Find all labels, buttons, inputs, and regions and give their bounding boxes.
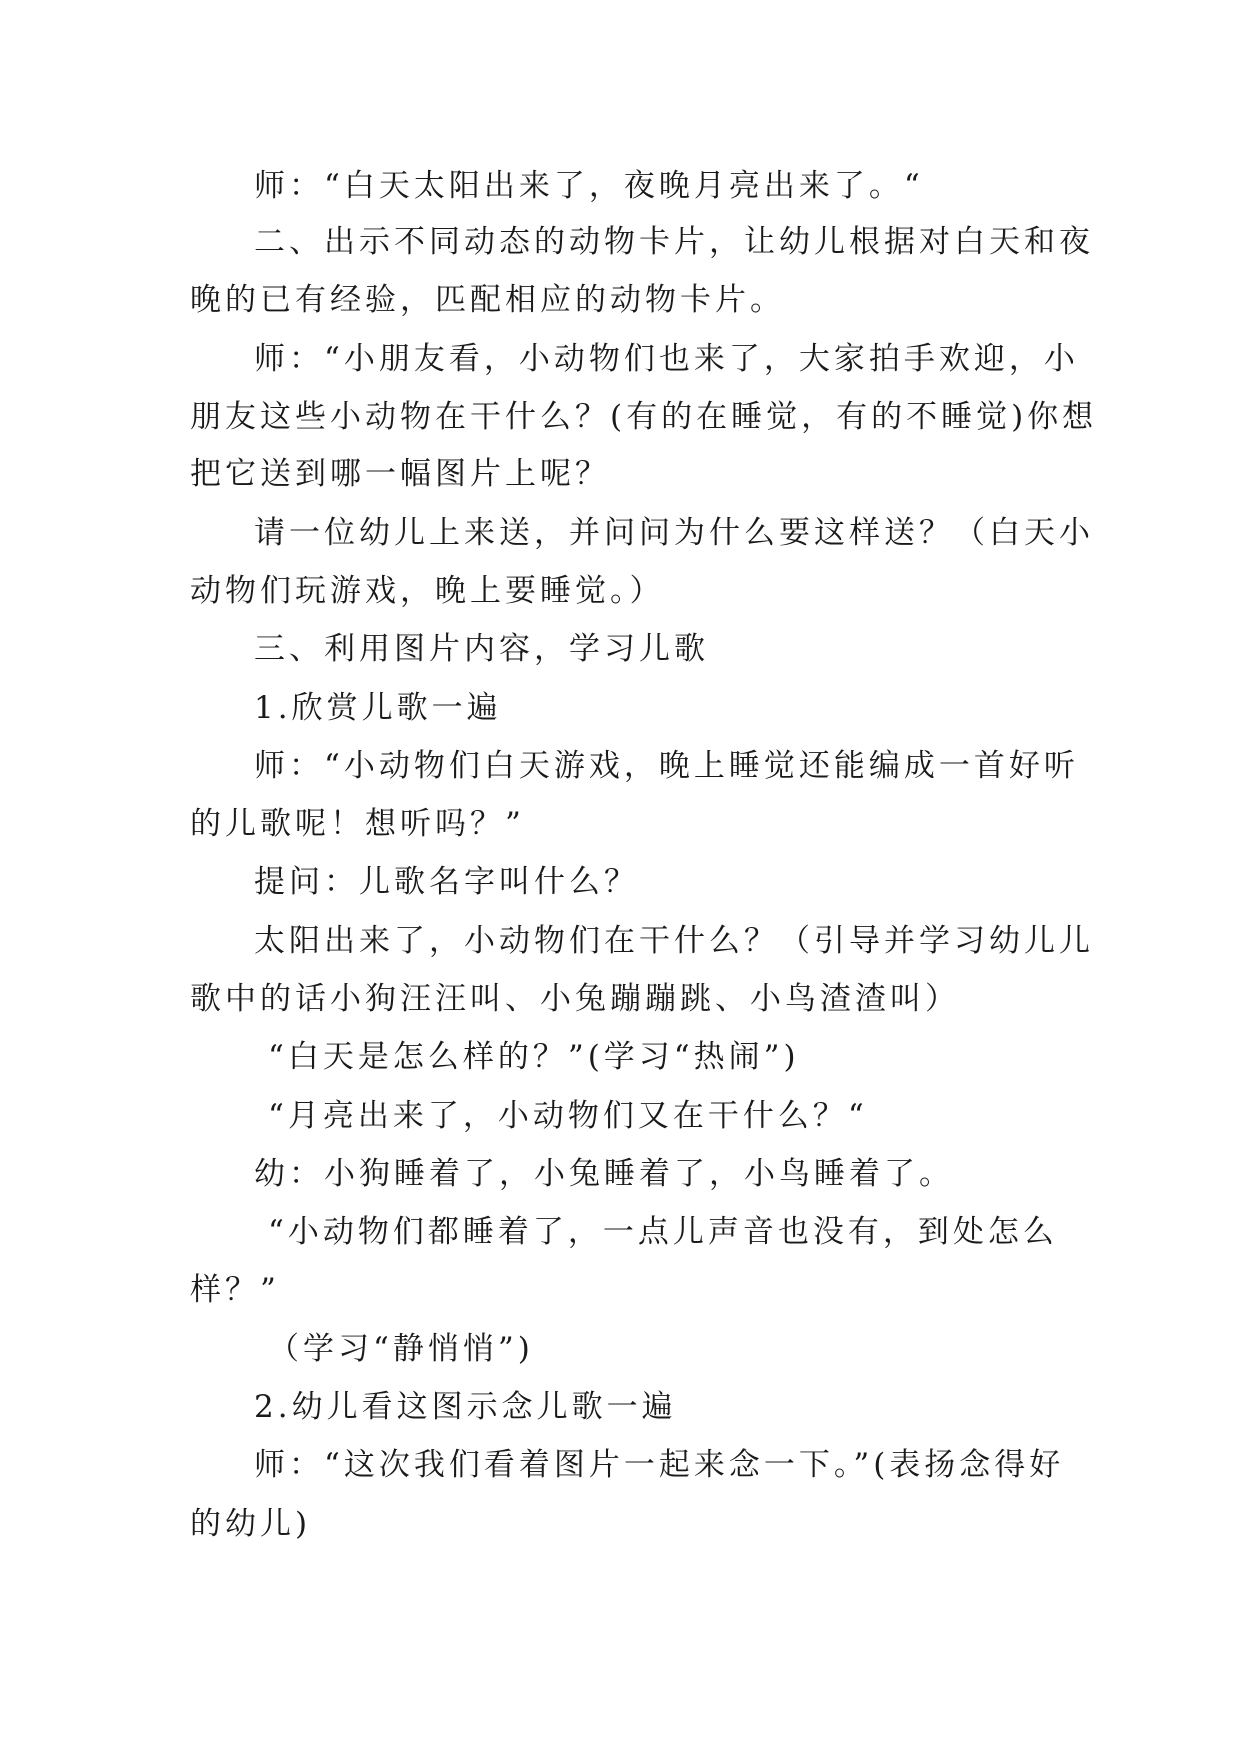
paragraph-line: “小动物们都睡着了，一点儿声音也没有，到处怎么 [268,1214,1058,1250]
subsection-heading: 2.幼儿看这图示念儿歌一遍 [254,1389,677,1425]
paragraph-line: 师：“小动物们白天游戏，晚上睡觉还能编成一首好听 [254,748,1079,784]
paragraph-line: 师：“这次我们看着图片一起来念一下。”(表扬念得好 [254,1447,1065,1483]
section-heading: 三、利用图片内容，学习儿歌 [254,631,709,667]
paragraph-line: 二、出示不同动态的动物卡片，让幼儿根据对白天和夜 [254,224,1094,260]
paragraph-line: 师：“小朋友看，小动物们也来了，大家拍手欢迎，小 [254,341,1079,377]
paragraph-line: 朋友这些小动物在干什么？(有的在睡觉，有的不睡觉)你想 [190,399,1098,435]
paragraph-line: 请一位幼儿上来送，并问问为什么要这样送？（白天小 [254,515,1094,551]
paragraph-line: 动物们玩游戏，晚上要睡觉。） [190,573,665,609]
paragraph-line: 把它送到哪一幅图片上呢？ [190,456,610,492]
paragraph-line: 幼：小狗睡着了，小兔睡着了，小鸟睡着了。 [254,1156,954,1192]
paragraph-line: 提问：儿歌名字叫什么？ [254,864,639,900]
paragraph-line: 的儿歌呢！想听吗？” [190,806,525,842]
paragraph-line: 歌中的话小狗汪汪叫、小兔蹦蹦跳、小鸟渣渣叫） [190,981,960,1017]
subsection-heading: 1.欣赏儿歌一遍 [254,690,502,726]
paragraph-line: 的幼儿) [190,1506,312,1542]
paragraph-line: 太阳出来了，小动物们在干什么？（引导并学习幼儿儿 [254,923,1094,959]
paragraph-line: （学习“静悄悄”) [268,1331,534,1367]
paragraph-line: 晚的已有经验，匹配相应的动物卡片。 [190,282,785,318]
paragraph-line: “月亮出来了，小动物们又在干什么？“ [268,1098,868,1134]
paragraph-line: 师：“白天太阳出来了，夜晚月亮出来了。“ [254,168,924,204]
paragraph-line: 样？” [190,1272,280,1308]
paragraph-line: “白天是怎么样的？”(学习“热闹”) [268,1039,800,1075]
